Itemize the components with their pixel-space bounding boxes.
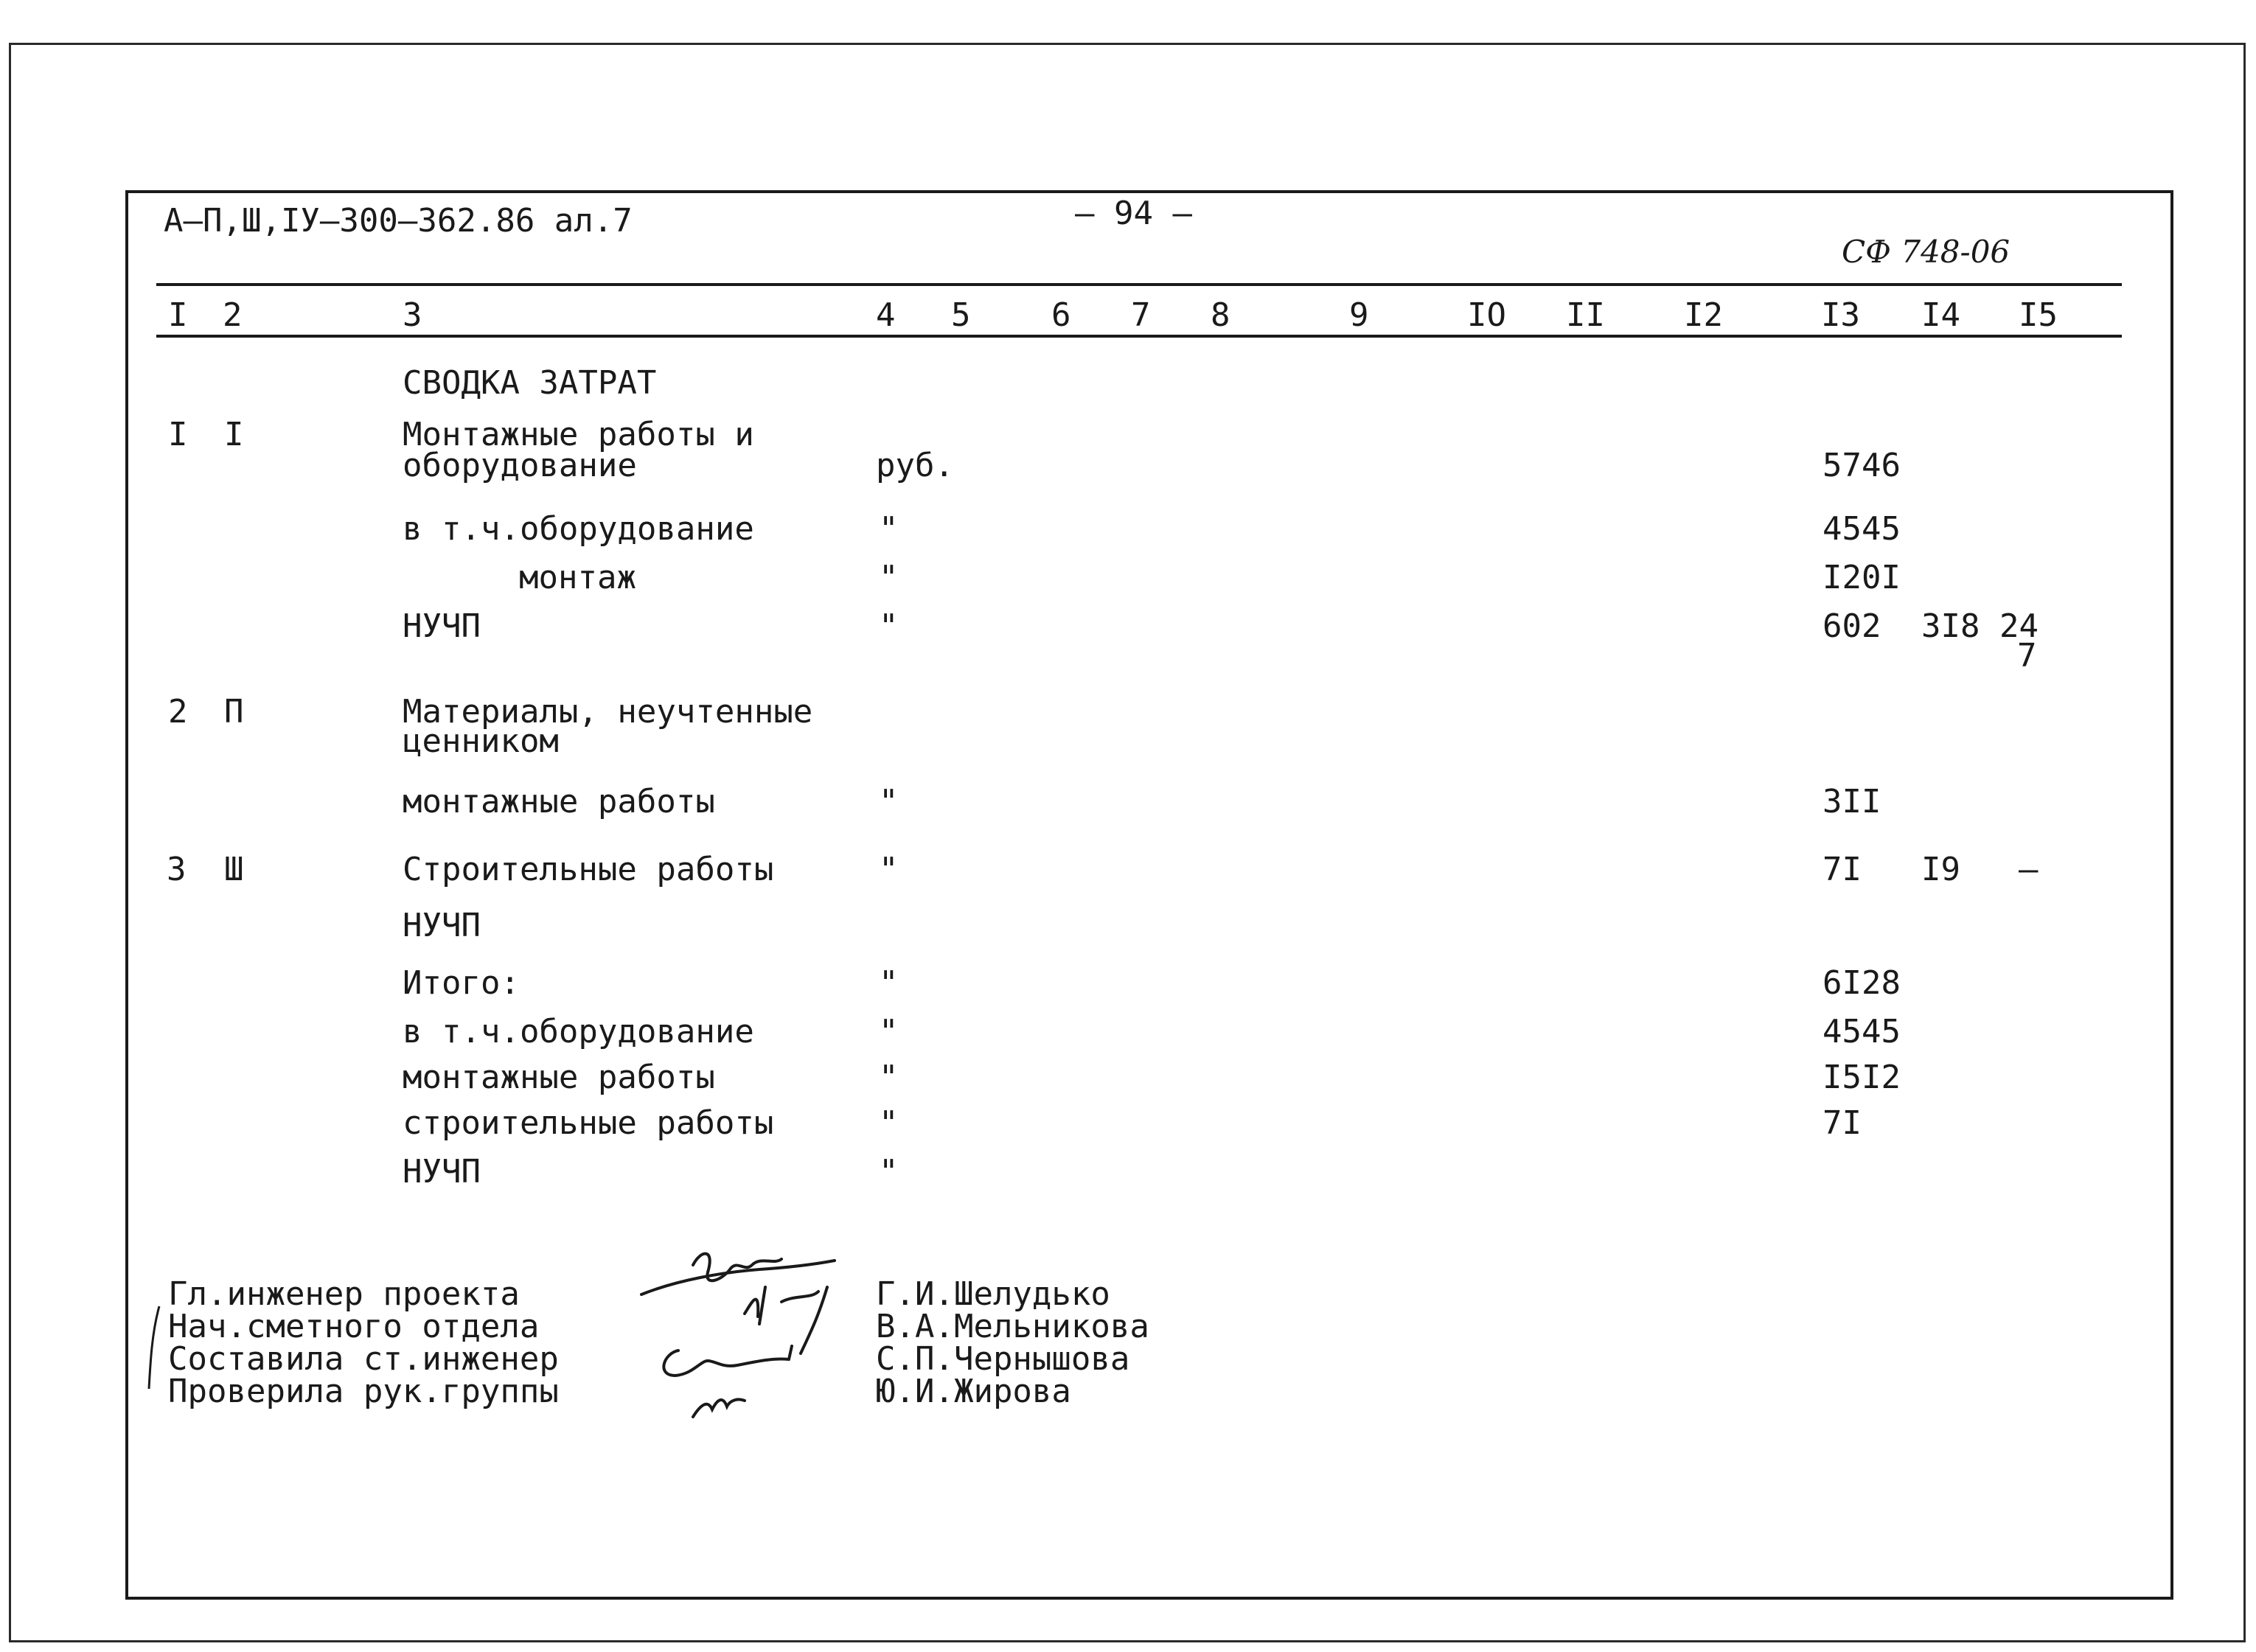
row-value-col13: I5I2 [1822,1059,1901,1096]
col-header: I2 [1684,296,1723,334]
row-unit: " [879,1104,899,1142]
row-unit: " [879,851,899,888]
col-header: I3 [1821,296,1860,334]
row-value-col15: 7 [2017,637,2037,675]
row-unit: " [879,1059,899,1096]
signatory-name: С.П.Чернышова [876,1340,1130,1378]
document-code: А–П,Ш,IУ–300–362.86 ал.7 [164,202,633,240]
row-number: 3 [167,851,187,888]
signatory-name: Г.И.Шелудько [876,1275,1110,1313]
row-unit: " [879,510,899,548]
row-value-col15: 24 [1999,607,2039,645]
col-header: 2 [223,296,243,334]
signatory-role: Нач.сметного отдела [168,1308,540,1345]
section-number: П [224,693,244,731]
row-value-col13: I20I [1822,559,1901,596]
col-header: 7 [1131,296,1151,334]
row-name: НУЧП [403,607,481,645]
row-unit: " [879,1013,899,1050]
row-name: в т.ч.оборудование [403,510,754,548]
row-value-col13: 3II [1822,783,1881,820]
row-name: в т.ч.оборудование [403,1013,754,1050]
row-unit: " [879,559,899,596]
row-unit: руб. [876,447,954,484]
row-value-col13: 7I [1822,851,1862,888]
page-number: – 94 – [1075,195,1192,232]
row-name: монтажные работы [403,783,715,820]
row-value-col13: 602 [1822,607,1881,645]
row-name: оборудование [403,447,637,484]
signatory-role: Составила ст.инженер [168,1340,559,1378]
row-name: монтаж [519,559,636,596]
col-header: 8 [1211,296,1230,334]
col-header: 6 [1051,296,1071,334]
row-number: I [168,416,188,453]
signatory-name: Ю.И.Жирова [876,1373,1071,1410]
row-name: Монтажные работы и [403,416,754,453]
row-name: НУЧП [403,907,481,944]
row-value-col13: 5746 [1822,447,1901,484]
row-value-col13: 4545 [1822,510,1901,548]
row-name: Материалы, неучтенные [403,693,813,731]
col-header: 9 [1349,296,1369,334]
row-number: 2 [168,693,188,731]
row-value-col14: I9 [1921,851,1960,888]
row-value-col13: 6I28 [1822,964,1901,1002]
section-number: Ш [224,851,244,888]
row-name: Строительные работы [403,851,774,888]
row-value-col15: – [2019,851,2039,888]
signatory-role: Гл.инженер проекта [168,1275,520,1313]
row-name: ценником [403,722,559,760]
archive-stamp: СФ 748-06 [1842,234,2010,270]
row-name: строительные работы [403,1104,774,1142]
row-unit: " [879,964,899,1002]
signatory-name: В.А.Мельникова [876,1308,1149,1345]
header-bottom-rule [156,335,2122,338]
header-top-rule [156,283,2122,286]
col-header: IO [1467,296,1506,334]
col-header: 4 [876,296,896,334]
row-value-col13: 7I [1822,1104,1862,1142]
row-value-col14: 3I8 [1921,607,1980,645]
row-value-col13: 4545 [1822,1013,1901,1050]
col-header: 5 [951,296,971,334]
row-name: Итого: [403,964,520,1002]
col-header: 3 [403,296,422,334]
col-header: I [168,296,188,334]
margin-bracket-mark [143,1303,165,1392]
col-header: II [1566,296,1605,334]
row-unit: " [879,1153,899,1191]
handwritten-signatures [634,1243,855,1435]
signatory-role: Проверила рук.группы [168,1373,559,1410]
col-header: I4 [1921,296,1960,334]
row-unit: " [879,783,899,820]
table-title: СВОДКА ЗАТРАТ [403,364,657,402]
row-name: монтажные работы [403,1059,715,1096]
col-header: I5 [2019,296,2058,334]
row-unit: " [879,607,899,645]
row-name: НУЧП [403,1153,481,1191]
section-number: I [224,416,244,453]
